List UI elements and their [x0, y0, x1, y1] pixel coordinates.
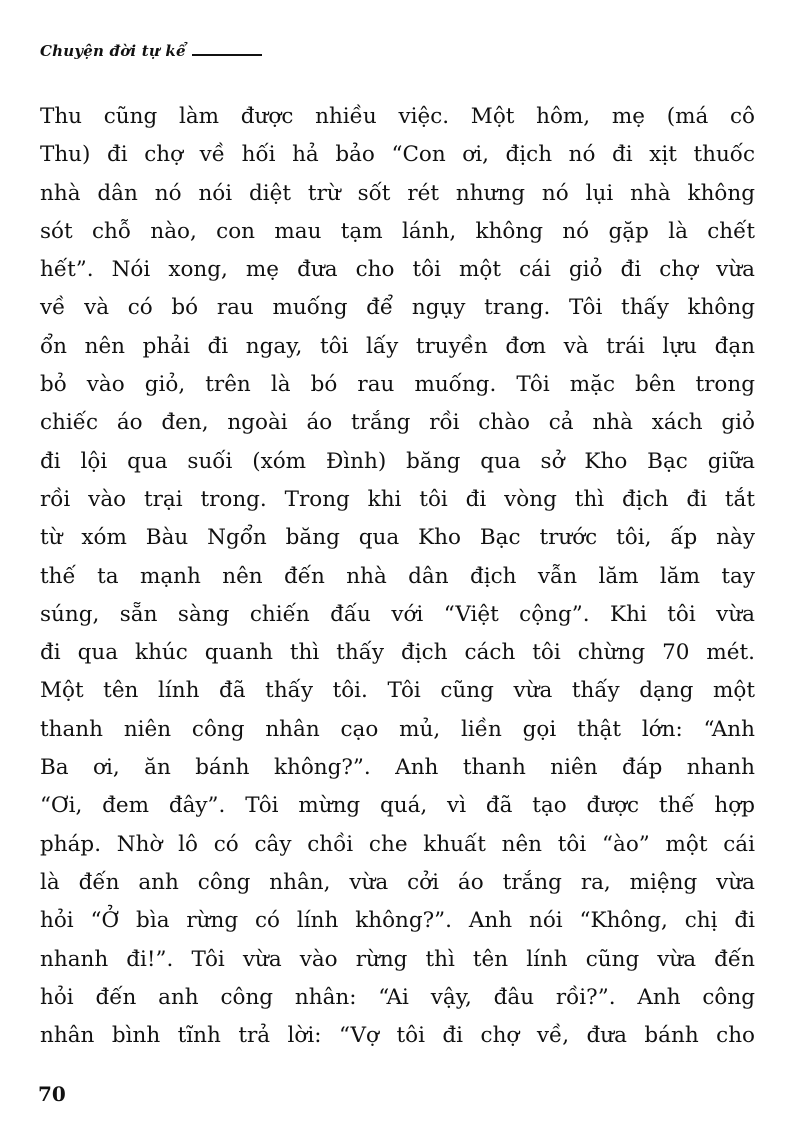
text-line: hỏi “Ở bìa rừng có lính không?”. Anh nói “Không, chị đi: [40, 908, 755, 934]
text-line: hỏi đến anh công nhân: “Ai vậy, đâu rồi?”. Anh công: [40, 984, 755, 1010]
text-line: nhân bình tĩnh trả lời: “Vợ tôi đi chợ về, đưa bánh cho: [40, 1023, 755, 1049]
text-line: chiếc áo đen, ngoài áo trắng rồi chào cả nhà xách giỏ: [40, 410, 755, 436]
text-line: nhanh đi!”. Tôi vừa vào rừng thì tên lính cũng vừa đến: [40, 946, 755, 972]
text-line: súng, sẵn sàng chiến đấu với “Việt cộng”. Khi tôi vừa: [40, 601, 755, 627]
text-line: đi lội qua suối (xóm Đình) băng qua sở Kho Bạc giữa: [40, 448, 755, 474]
text-line: thanh niên công nhân cạo mủ, liền gọi thật lớn: “Anh: [40, 716, 755, 742]
page-number: 70: [38, 1082, 66, 1106]
text-line: bỏ vào giỏ, trên là bó rau muống. Tôi mặc bên trong: [40, 372, 755, 398]
text-line: sót chỗ nào, con mau tạm lánh, không nó gặp là chết: [40, 218, 755, 244]
text-line: rồi vào trại trong. Trong khi tôi đi vòng thì địch đi tắt: [40, 486, 755, 512]
text-line: “Ơi, đem đây”. Tôi mừng quá, vì đã tạo được thế hợp: [40, 793, 755, 819]
text-line: nhà dân nó nói diệt trừ sốt rét nhưng nó lụi nhà không: [40, 180, 755, 206]
text-line: là đến anh công nhân, vừa cởi áo trắng ra, miệng vừa: [40, 869, 755, 895]
text-line: thế ta mạnh nên đến nhà dân địch vẫn lăm lăm tay: [40, 563, 755, 589]
text-line: đi qua khúc quanh thì thấy địch cách tôi chừng 70 mét.: [40, 640, 755, 666]
text-line: pháp. Nhờ lô có cây chồi che khuất nên tôi “ào” một cái: [40, 831, 755, 857]
running-header-title: Chuyện đời tự kể: [40, 42, 186, 60]
text-line: ổn nên phải đi ngay, tôi lấy truyền đơn và trái lựu đạn: [40, 333, 755, 359]
text-line: từ xóm Bàu Ngổn băng qua Kho Bạc trước tôi, ấp này: [40, 525, 755, 551]
text-line: hết”. Nói xong, mẹ đưa cho tôi một cái giỏ đi chợ vừa: [40, 257, 755, 283]
body-text: [40, 98, 755, 1055]
running-header: [40, 42, 262, 60]
text-line: về và có bó rau muống để ngụy trang. Tôi thấy không: [40, 295, 755, 321]
text-line: Một tên lính đã thấy tôi. Tôi cũng vừa thấy dạng một: [40, 678, 755, 704]
text-line: Ba ơi, ăn bánh không?”. Anh thanh niên đáp nhanh: [40, 755, 755, 781]
text-line: Thu cũng làm được nhiều việc. Một hôm, mẹ (má cô: [40, 104, 755, 129]
text-line: Thu) đi chợ về hối hả bảo “Con ơi, địch nó đi xịt thuốc: [40, 142, 755, 168]
header-rule: [192, 54, 262, 56]
